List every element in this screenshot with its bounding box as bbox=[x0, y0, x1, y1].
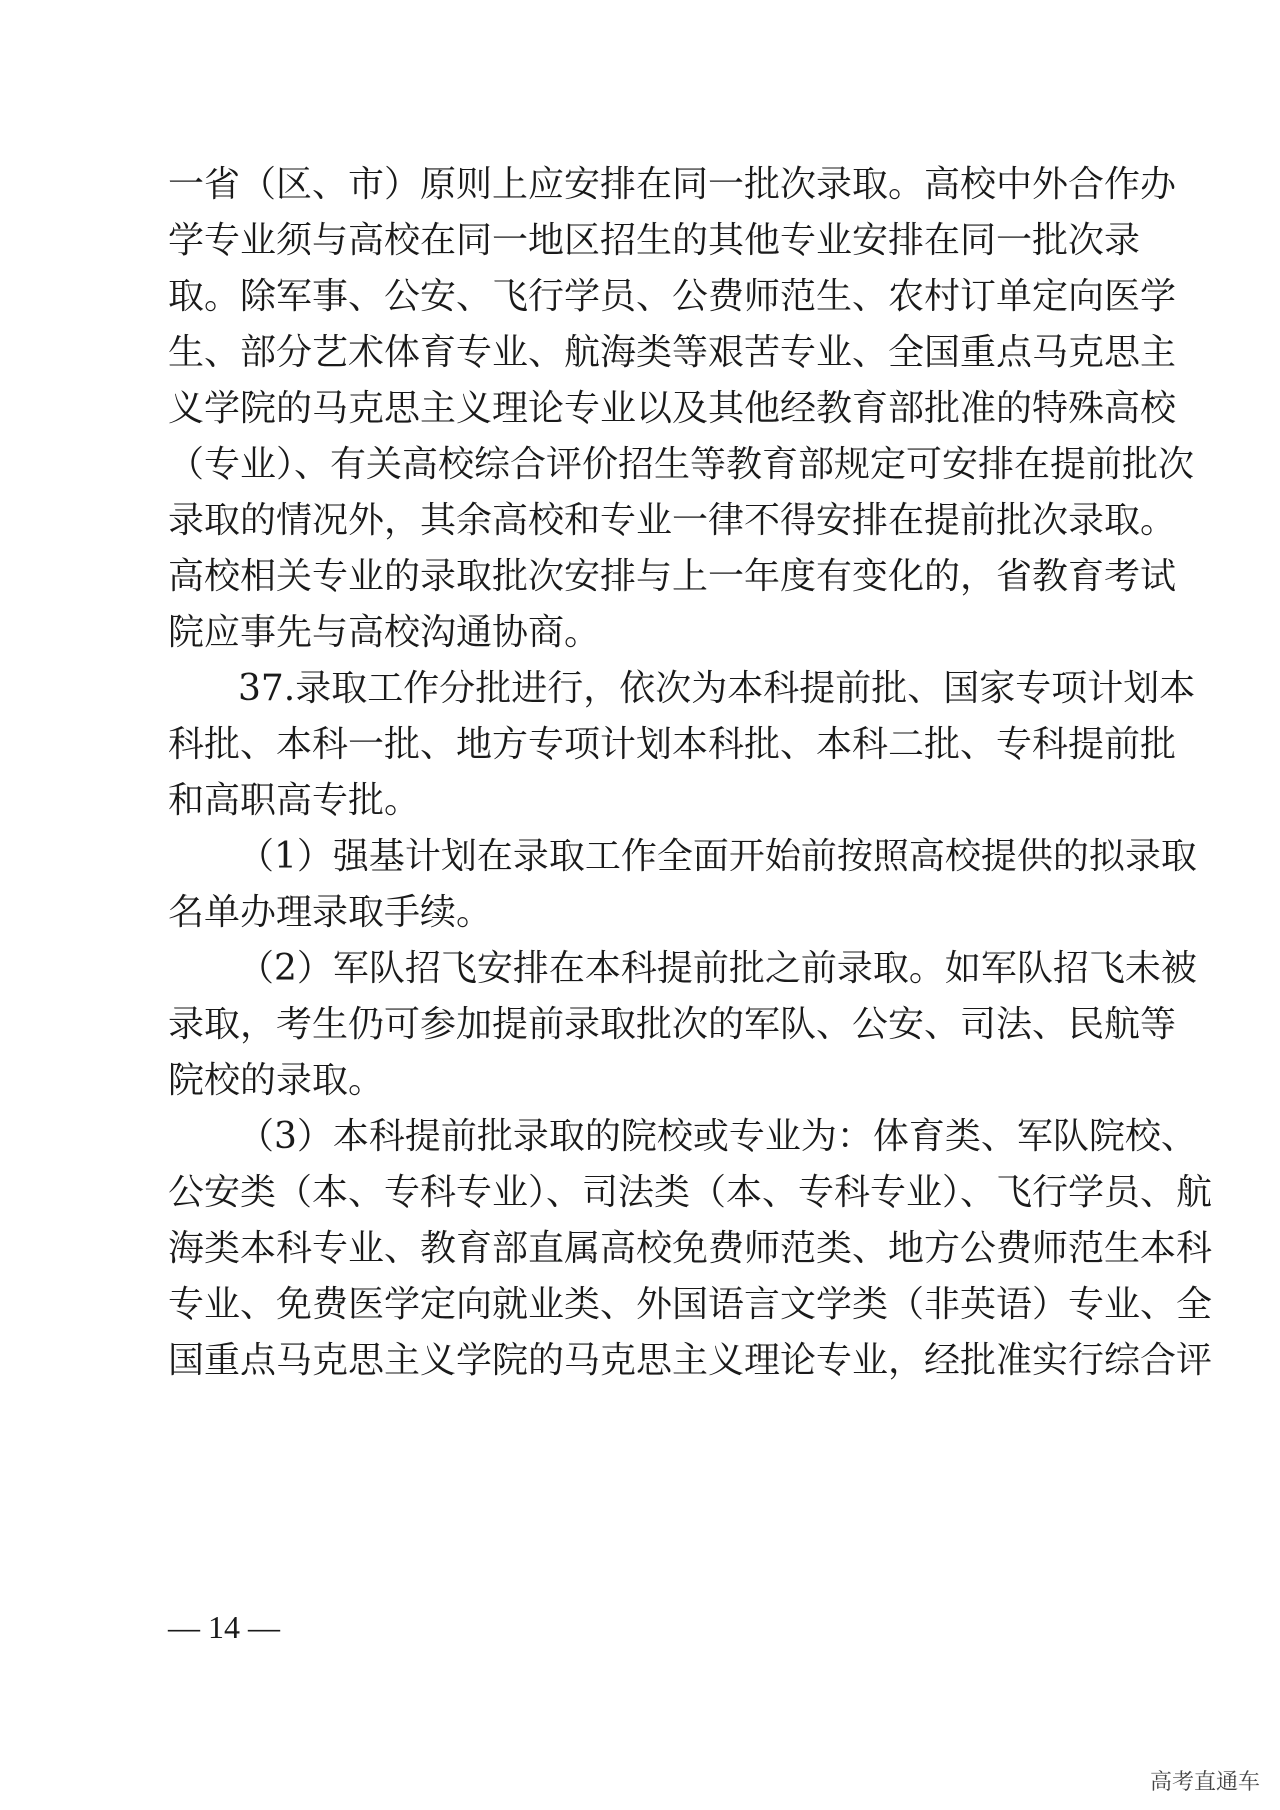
paragraph-line: 高校相关专业的录取批次安排与上一年度有变化的，省教育考试 bbox=[168, 556, 1177, 597]
paragraph-line: 一省（区、市）原则上应安排在同一批次录取。高校中外合作办 bbox=[168, 164, 1177, 205]
paragraph-line: 专业、免费医学定向就业类、外国语言文学类（非英语）专业、全 bbox=[168, 1284, 1213, 1325]
paragraph-line: 院应事先与高校沟通协商。 bbox=[168, 612, 601, 653]
paragraph-line: 名单办理录取手续。 bbox=[168, 892, 493, 933]
paragraph-line: 录取，考生仍可参加提前录取批次的军队、公安、司法、民航等 bbox=[168, 1004, 1177, 1045]
paragraph-line: 国重点马克思主义学院的马克思主义理论专业，经批准实行综合评 bbox=[168, 1340, 1213, 1381]
paragraph-line: 37.录取工作分批进行，依次为本科提前批、国家专项计划本 bbox=[238, 668, 1196, 709]
paragraph-line: 义学院的马克思主义理论专业以及其他经教育部批准的特殊高校 bbox=[168, 388, 1177, 429]
paragraph-line: 生、部分艺术体育专业、航海类等艰苦专业、全国重点马克思主 bbox=[168, 332, 1177, 373]
paragraph-line: （3）本科提前批录取的院校或专业为：体育类、军队院校、 bbox=[238, 1116, 1197, 1157]
paragraph-line: 科批、本科一批、地方专项计划本科批、本科二批、专科提前批 bbox=[168, 724, 1177, 765]
paragraph-line: 海类本科专业、教育部直属高校免费师范类、地方公费师范生本科 bbox=[168, 1228, 1213, 1269]
paragraph-line: 录取的情况外，其余高校和专业一律不得安排在提前批次录取。 bbox=[168, 500, 1177, 541]
paragraph-line: 取。除军事、公安、飞行学员、公费师范生、农村订单定向医学 bbox=[168, 276, 1177, 317]
page-number: — 14 — bbox=[168, 1609, 280, 1645]
paragraph-line: （专业）、有关高校综合评价招生等教育部规定可安排在提前批次 bbox=[168, 444, 1195, 485]
paragraph-line: （2）军队招飞安排在本科提前批之前录取。如军队招飞未被 bbox=[238, 948, 1197, 989]
paragraph-line: 院校的录取。 bbox=[168, 1060, 385, 1101]
watermark-text: 高考直通车 bbox=[1149, 1769, 1260, 1794]
paragraph-line: 学专业须与高校在同一地区招生的其他专业安排在同一批次录 bbox=[168, 220, 1141, 261]
paragraph-line: 和高职高专批。 bbox=[168, 780, 421, 821]
paragraph-line: 公安类（本、专科专业）、司法类（本、专科专业）、飞行学员、航 bbox=[168, 1172, 1213, 1213]
paragraph-line: （1）强基计划在录取工作全面开始前按照高校提供的拟录取 bbox=[238, 836, 1197, 877]
